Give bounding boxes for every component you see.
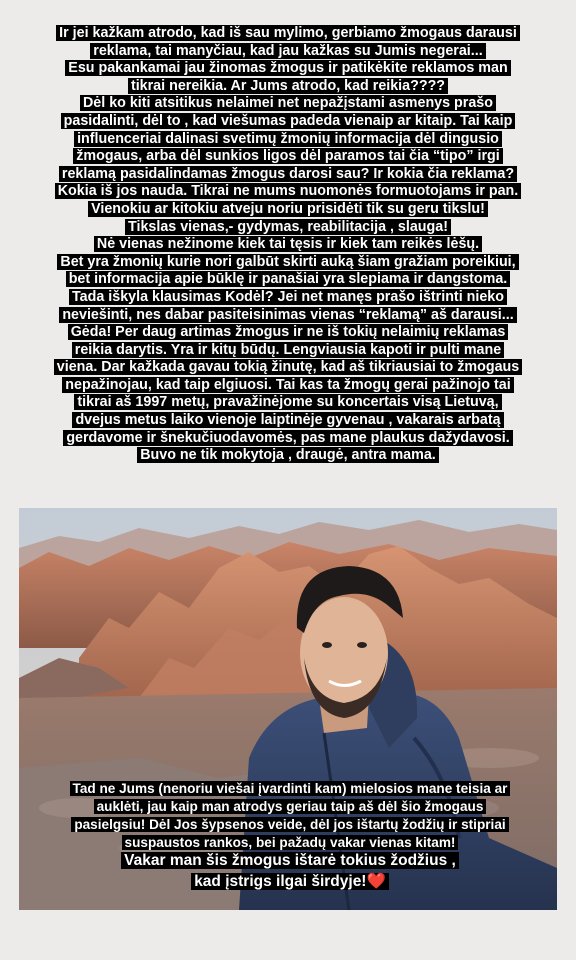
text-line: tikrai aš 1997 metų, pravažinėjome su koncertais visą Lietuvą, xyxy=(74,394,501,410)
photo-caption xyxy=(60,780,520,852)
text-line: Tada iškyla klausimas Kodėl? Jei net manęs prašo ištrinti nieko xyxy=(69,289,507,305)
closing-line-with-heart xyxy=(191,873,389,890)
text-line: Kokia iš jos nauda. Tikrai ne mums nuomonės formuotojams ir pan. xyxy=(55,183,522,199)
text-line: viena. Dar kažkada gavau tokią žinutę, kad aš tikriausiai to žmogaus xyxy=(54,359,522,375)
caption-line: auklėti, jau kaip man atrodys geriau taip aš dėl šio žmogaus xyxy=(94,799,487,814)
text-line: Esu pakankamai jau žinomas žmogus ir patikėkite reklamos man xyxy=(65,60,510,76)
text-line: pasidalinti, dėl to , kad viešumas padeda vienaip ar kitaip. Tai kaip xyxy=(61,113,516,129)
caption-line: Tad ne Jums (nenoriu viešai įvardinti kam) mielosios mane teisia ar xyxy=(70,781,511,796)
text-line: Buvo ne tik mokytoja , draugė, antra mama. xyxy=(137,447,439,463)
text-line: dvejus metus laiko vienoje laiptinėje gyvenau , vakarais arbatą xyxy=(72,412,503,428)
caption-line: pasielgsiu! Dėl Jos šypsenos veide, dėl jos ištartų žodžių ir stipriai xyxy=(71,817,508,832)
heart-icon: ❤️ xyxy=(366,873,386,890)
text-line: influenceriai dalinasi svetimų žmonių informacija dėl dingusio xyxy=(74,131,502,147)
text-line: gerdavome ir šnekučiuodavomės, pas mane plaukus dažydavosi. xyxy=(63,430,512,446)
text-line: Nė vienas nežinome kiek tai tęsis ir kiek tam reikės lėšų. xyxy=(94,236,482,252)
text-line: Bet yra žmonių kurie nori galbūt skirti auką šiam gražiam poreikiui, xyxy=(57,254,518,270)
text-line: Vienokiu ar kitokiu atveju noriu prisidėti tik su geru tikslu! xyxy=(88,201,488,217)
story-text-paragraph xyxy=(8,24,568,464)
text-line: reikia darytis. Yra ir kitų būdų. Lengviausia kapoti ir pulti mane xyxy=(72,342,504,358)
text-line: Dėl ko kiti atsitikus nelaimei net nepažįstami asmenys prašo xyxy=(80,95,496,111)
text-line: neviešinti, nes dabar pasiteisinimas vienas “reklamą” aš darausi... xyxy=(59,307,516,323)
text-line: Gėda! Per daug artimas žmogus ir ne iš tokių nelaimių reklamas xyxy=(68,324,509,340)
text-line: nepažinojau, kad taip elgiuosi. Tai kas ta žmogų gerai pažinojo tai xyxy=(62,377,513,393)
text-line: bet informacija apie būklę ir panašiai yra slepiama ir dangstoma. xyxy=(66,271,511,287)
closing-line: Vakar man šis žmogus ištarė tokius žodžius , xyxy=(121,852,459,869)
text-line: reklamą pasidalindamas žmogus darosi sau? Ir kokia čia reklama? xyxy=(59,166,517,182)
closing-line-text: kad įstrigs ilgai širdyje! xyxy=(194,873,367,890)
text-line: reklama, tai manyčiau, kad jau kažkas su Jumis negerai... xyxy=(90,43,485,59)
text-line: žmogaus, arba dėl sunkios ligos dėl paramos tai čia “tipo” irgi xyxy=(73,148,502,164)
text-line: Ir jei kažkam atrodo, kad iš sau mylimo, gerbiamo žmogaus darausi xyxy=(56,25,520,41)
text-line: Tikslas vienas,- gydymas, reabilitacija , slauga! xyxy=(125,219,451,235)
closing-text xyxy=(60,850,520,892)
caption-line: suspaustos rankos, bei pažadų vakar vienas kitam! xyxy=(122,835,459,850)
text-line: tikrai nereikia. Ar Jums atrodo, kad reikia???? xyxy=(128,78,448,94)
